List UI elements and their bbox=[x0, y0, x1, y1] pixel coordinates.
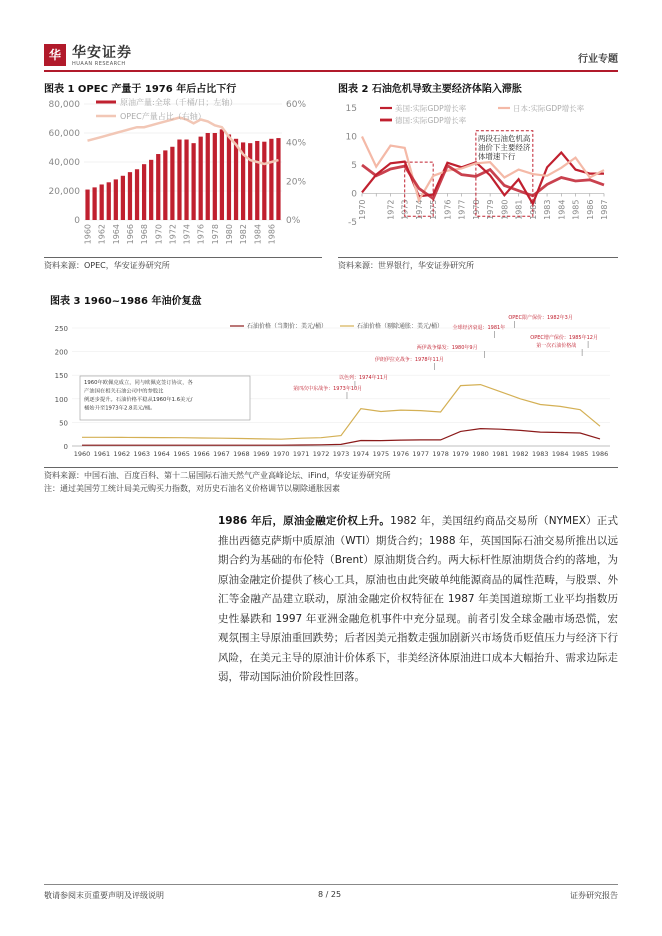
intro-annotation-line: 桶始升至1973年2.8美元/桶。 bbox=[84, 405, 156, 412]
bar bbox=[206, 133, 210, 220]
figure3-title: 图表 3 1960~1986 年油价复盘 bbox=[50, 296, 202, 307]
x-tick-label: 1975 bbox=[429, 199, 439, 220]
y-tick-label-left: 40,000 bbox=[48, 158, 80, 168]
figure1-title: 图表 1 OPEC 产量于 1976 年后占比下行 bbox=[44, 84, 237, 95]
figure3-rule bbox=[44, 467, 618, 468]
event-label: 全球经济衰退：1981年 bbox=[452, 325, 506, 331]
x-tick-label: 1981 bbox=[514, 199, 524, 220]
x-tick-label: 1961 bbox=[93, 450, 111, 458]
figure1-rule bbox=[44, 257, 322, 258]
x-tick-label: 1970 bbox=[272, 450, 290, 458]
x-tick-label: 1971 bbox=[292, 450, 310, 458]
header-rule bbox=[44, 70, 618, 72]
x-tick-label: 1979 bbox=[486, 199, 496, 220]
body-text: 1982 年，美国纽约商品交易所（NYMEX）正式推出西德克萨斯中质原油（WTI）期货合约；1988 年，英国国际石油交易所推出以远期合约为基础的布伦特（Brent）原油期货合约。两大标杆性原油期货合约的落地，为原油金融定价提供了核心工具，原油也由此突破单纯能源商品的属性范畴，与股票、外汇等金融产品建立联动，原油金融定价权特征在 1987 年美国道琼斯工业平均指数历史性暴跌和 1997 年亚洲金融危机事件中充分显现。前者引发全球金融市场恐慌，宏观氛围主导原油重回跌势；后者因美元指数走强加剧新兴市场货币贬值压力与经济下行风险，在美元主导的原油计价体系下，非美经济体原油进口成本大幅抬升、需求边际走弱，带动国际油价阶段性回落。 bbox=[218, 515, 618, 683]
event-label: 第一次石油价格战 bbox=[536, 343, 577, 349]
bar bbox=[220, 129, 224, 220]
footer-disclaimer: 敬请参阅末页重要声明及评级说明 bbox=[44, 891, 164, 900]
opec-chart bbox=[44, 94, 324, 259]
x-tick-label: 1978 bbox=[471, 199, 481, 220]
x-tick-label: 1985 bbox=[571, 450, 589, 458]
y-tick-label: 0 bbox=[351, 189, 357, 200]
bar bbox=[213, 133, 217, 220]
bar bbox=[149, 160, 153, 220]
gdp-chart bbox=[338, 94, 618, 259]
x-tick-label: 1972 bbox=[386, 199, 396, 220]
x-tick-label: 1981 bbox=[492, 450, 509, 458]
x-tick-label: 1980 bbox=[224, 224, 234, 245]
y-tick-label: 15 bbox=[345, 104, 357, 114]
legend-label: OPEC产量占比（右轴） bbox=[120, 112, 206, 121]
annotation-line: 两段石油危机高 bbox=[477, 133, 531, 143]
bar bbox=[234, 139, 238, 220]
bar bbox=[170, 147, 174, 220]
bar bbox=[262, 142, 266, 220]
y-tick-label-right: 60% bbox=[286, 100, 307, 110]
x-tick-label: 1970 bbox=[358, 199, 367, 220]
bar bbox=[276, 138, 280, 220]
figure2-rule bbox=[338, 257, 618, 258]
y-tick-label: 10 bbox=[345, 132, 357, 143]
x-tick-label: 1986 bbox=[591, 450, 609, 458]
x-tick-label: 1966 bbox=[125, 224, 135, 245]
bar bbox=[184, 140, 188, 220]
y-tick-label-left: 20,000 bbox=[48, 187, 80, 197]
oilprice-chart bbox=[44, 312, 618, 467]
x-tick-label: 1960 bbox=[83, 224, 93, 245]
y-tick-label: 250 bbox=[54, 325, 68, 333]
legend-label: 原油产量:全球（千桶/日；左轴） bbox=[120, 98, 238, 107]
footer-rule bbox=[44, 884, 618, 885]
logo-en: HUAAN RESEARCH bbox=[72, 61, 126, 67]
x-tick-label: 1963 bbox=[133, 450, 151, 458]
intro-annotation-line: 例逐步提升。石油价格平稳从1960年1.6美元/ bbox=[84, 397, 193, 403]
bar bbox=[128, 172, 132, 220]
bar bbox=[156, 154, 160, 220]
x-tick-label: 1972 bbox=[168, 224, 178, 245]
bar bbox=[177, 140, 181, 220]
y-tick-label-left: 80,000 bbox=[48, 100, 80, 110]
y-tick-label: 150 bbox=[54, 372, 68, 381]
x-tick-label: 1975 bbox=[372, 450, 390, 458]
legend-label: 石油价格（剔除通胀：美元/桶） bbox=[357, 323, 444, 330]
bar bbox=[142, 164, 146, 220]
x-tick-label: 1982 bbox=[239, 224, 249, 245]
x-tick-label: 1983 bbox=[531, 450, 549, 458]
event-label: 以色列：1974年11月 bbox=[338, 375, 389, 381]
figure3-source: 资料来源：中国石油、百度百科、第十二届国际石油天然气产业高峰论坛、iFind，华安证券研究所 bbox=[44, 471, 391, 480]
bar bbox=[100, 184, 104, 220]
y-tick-label-left: 0 bbox=[74, 216, 80, 226]
x-tick-label: 1968 bbox=[140, 224, 150, 245]
x-tick-label: 1976 bbox=[443, 199, 453, 220]
x-tick-label: 1973 bbox=[332, 450, 350, 458]
y-tick-label: 100 bbox=[54, 395, 68, 404]
x-tick-label: 1970 bbox=[154, 224, 164, 245]
x-tick-label: 1977 bbox=[457, 199, 467, 220]
bar bbox=[107, 182, 111, 220]
y-tick-label: 200 bbox=[54, 348, 68, 357]
figure1-source: 资料来源：OPEC，华安证券研究所 bbox=[44, 261, 170, 270]
y-tick-label-right: 40% bbox=[286, 138, 307, 149]
y-tick-label: -5 bbox=[348, 218, 357, 228]
event-label: OPEC增产保份：1985年12月 bbox=[530, 335, 598, 341]
x-tick-label: 1978 bbox=[432, 450, 449, 458]
x-tick-label: 1976 bbox=[392, 450, 410, 458]
intro-annotation-line: 产油国在相关石油公司中的参股比 bbox=[84, 388, 164, 395]
body-lead: 1986 年后，原油金融定价权上升。 bbox=[218, 515, 391, 527]
bar bbox=[199, 137, 203, 220]
x-tick-label: 1972 bbox=[312, 450, 330, 458]
intro-annotation-line: 1960年欧佩克成立，同与欧佩克签订协议，各 bbox=[84, 380, 193, 386]
x-tick-label: 1973 bbox=[400, 199, 410, 220]
y-tick-label-right: 0% bbox=[286, 216, 301, 226]
x-tick-label: 1974 bbox=[352, 450, 370, 458]
bar bbox=[191, 143, 195, 220]
x-tick-label: 1986 bbox=[267, 224, 277, 245]
x-tick-label: 1987 bbox=[600, 199, 609, 220]
x-tick-label: 1974 bbox=[182, 224, 192, 245]
y-tick-label: 0 bbox=[63, 443, 68, 451]
annotation-line: 体增速下行 bbox=[477, 151, 516, 161]
x-tick-label: 1984 bbox=[551, 450, 569, 458]
logo-name: 华安证券 bbox=[72, 45, 132, 61]
bar bbox=[248, 143, 252, 220]
x-tick-label: 1977 bbox=[412, 450, 429, 458]
bar bbox=[92, 187, 96, 220]
page-number: 8 / 25 bbox=[318, 890, 342, 899]
bar bbox=[85, 190, 89, 220]
event-label: 两伊战争爆发：1980年9月 bbox=[416, 345, 478, 351]
x-tick-label: 1964 bbox=[111, 224, 121, 245]
legend-label: 日本:实际GDP增长率 bbox=[513, 104, 585, 113]
x-tick-label: 1979 bbox=[452, 450, 469, 458]
x-tick-label: 1984 bbox=[557, 199, 567, 220]
event-label: 伊朗伊拉克战争：1978年11月 bbox=[374, 357, 444, 363]
x-tick-label: 1984 bbox=[253, 224, 263, 245]
x-tick-label: 1967 bbox=[213, 450, 230, 458]
x-tick-label: 1985 bbox=[571, 199, 581, 220]
section-tag: 行业专题 bbox=[578, 54, 618, 65]
bar bbox=[255, 141, 259, 220]
figure3-note: 注：通过美国劳工统计局美元购买力指数，对历史石油名义价格调节以剔除通胀因素 bbox=[44, 484, 340, 493]
figure2-title: 图表 2 石油危机导致主要经济体陷入滞胀 bbox=[338, 84, 522, 95]
x-tick-label: 1962 bbox=[113, 450, 131, 458]
logo-mark: 华 bbox=[44, 44, 66, 66]
bar bbox=[269, 139, 273, 220]
figure2-source: 资料来源：世界银行，华安证券研究所 bbox=[338, 261, 474, 270]
x-tick-label: 1974 bbox=[414, 199, 424, 220]
annotation-line: 油价下主要经济 bbox=[477, 142, 531, 152]
x-tick-label: 1980 bbox=[500, 199, 510, 220]
x-tick-label: 1962 bbox=[97, 224, 107, 245]
event-label: 第四次中东战争：1973年10月 bbox=[293, 386, 363, 392]
x-tick-label: 1982 bbox=[528, 199, 538, 220]
y-tick-label-right: 20% bbox=[286, 177, 307, 188]
annotation-text bbox=[478, 133, 531, 161]
bar bbox=[163, 150, 167, 220]
legend-label: 美国:实际GDP增长率 bbox=[395, 104, 467, 113]
y-tick-label: 50 bbox=[59, 419, 68, 428]
x-tick-label: 1969 bbox=[253, 450, 270, 458]
x-tick-label: 1980 bbox=[472, 450, 489, 458]
y-tick-label: 5 bbox=[351, 161, 357, 171]
bar bbox=[135, 169, 139, 220]
bar bbox=[121, 176, 125, 220]
x-tick-label: 1983 bbox=[543, 199, 553, 220]
x-tick-label: 1976 bbox=[196, 224, 206, 245]
series-line bbox=[82, 429, 600, 446]
x-tick-label: 1966 bbox=[193, 450, 210, 458]
bar bbox=[114, 179, 118, 220]
x-tick-label: 1965 bbox=[173, 450, 190, 458]
body-paragraph bbox=[218, 512, 618, 688]
y-tick-label-left: 60,000 bbox=[48, 129, 80, 139]
x-tick-label: 1986 bbox=[585, 199, 595, 220]
x-tick-label: 1978 bbox=[210, 224, 220, 245]
legend-label: 石油价格（当期价：美元/桶） bbox=[247, 323, 328, 330]
x-tick-label: 1982 bbox=[512, 450, 529, 458]
footer-report-type: 证券研究报告 bbox=[570, 891, 618, 900]
bar bbox=[227, 134, 231, 220]
legend-label: 德国:实际GDP增长率 bbox=[395, 116, 467, 125]
x-tick-label: 1960 bbox=[73, 450, 91, 458]
x-tick-label: 1964 bbox=[153, 450, 170, 458]
event-label: OPEC限产保价：1982年3月 bbox=[508, 315, 573, 321]
x-tick-label: 1968 bbox=[233, 450, 250, 458]
